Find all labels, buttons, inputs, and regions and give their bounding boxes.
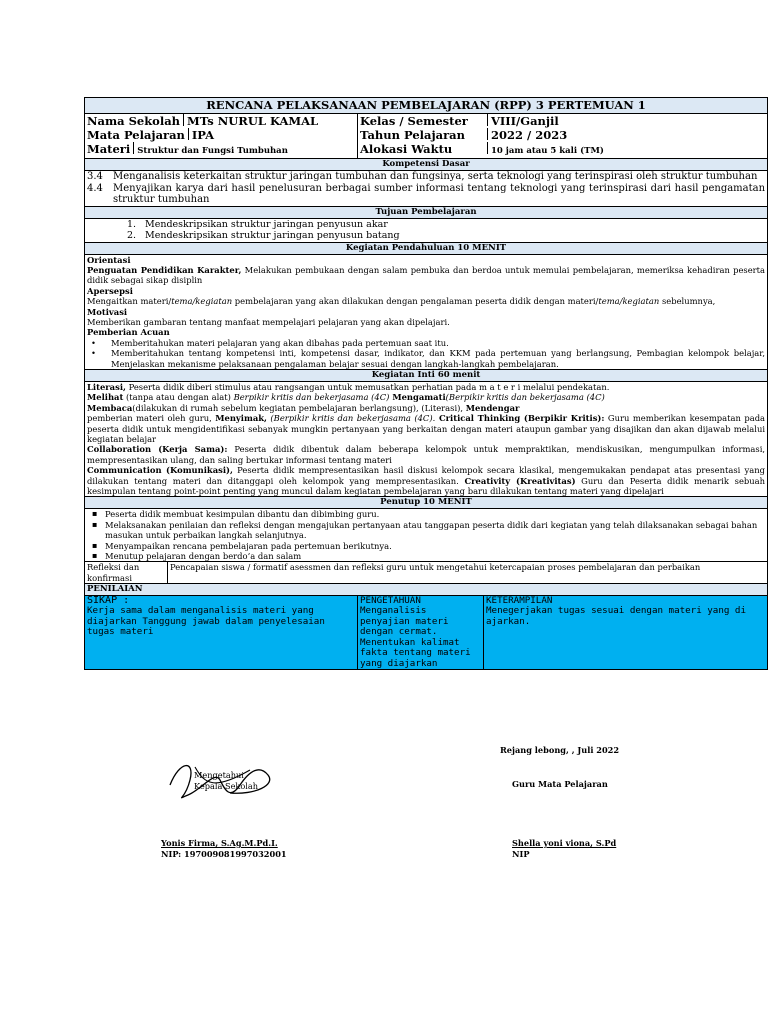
subject-row	[87, 128, 355, 142]
list-item: ▪ Peserta didik membuat kesimpulan dibantu dan dibimbing guru.	[105, 509, 765, 519]
penutup-header: Penutup 10 MENIT	[85, 497, 768, 509]
inti-header: Kegiatan Inti 60 menit	[85, 369, 768, 381]
year-label: Tahun Pelajaran	[360, 128, 465, 142]
teacher-name: Shella yoni viona, S.Pd	[512, 838, 617, 848]
collaboration-label: Collaboration (Kerja Sama):	[87, 444, 228, 455]
class-row	[360, 114, 765, 128]
document-title: RENCANA PELAKSANAAN PEMBELAJARAN (RPP) 3 PERTEMUAN 1	[85, 98, 768, 114]
kompetensi-text: Menyajikan karya dari hasil penelusuran berbagai sumber informasi tentang teknologi yang terinspirasi dari hasil pengamatan struktur tumbuhan	[113, 182, 766, 205]
place-date: Rejang lebong, , Juli 2022	[500, 745, 620, 755]
membaca-label: Membaca	[87, 402, 133, 413]
pengetahuan-text-2: Menentukan kalimat fakta tentang materi yang diajarkan	[360, 636, 471, 669]
kompetensi-text: Menganalisis keterkaitan struktur jaringan tumbuhan dan fungsinya, serta teknologi yang terinspirasi oleh struktur tumbuhan	[113, 171, 758, 182]
identity-right	[358, 114, 768, 159]
pengetahuan-cell	[358, 595, 484, 670]
school-label: Nama Sekolah	[87, 114, 181, 128]
kompetensi-number: 3.4	[87, 171, 103, 182]
orientasi-heading: Orientasi	[87, 254, 131, 265]
kompetensi-number: 4.4	[87, 182, 103, 194]
time-value: 10 jam atau 5 kali (TM)	[491, 146, 604, 156]
school-value: MTs NURUL KAMAL	[187, 114, 319, 128]
sikap-text: Kerja sama dalam menganalisis materi yang diajarkan Tanggung jawab dalam penyelesaian tugas materi	[87, 605, 325, 638]
refleksi-label: Refleksi dan konfirmasi	[85, 562, 168, 584]
tujuan-text: Mendeskripsikan struktur jaringan penyusun batang	[145, 230, 400, 241]
time-row	[360, 142, 765, 158]
sikap-title: SIKAP :	[87, 594, 130, 606]
apersepsi-heading: Apersepsi	[87, 285, 133, 296]
school-row	[87, 114, 355, 128]
material-value: Struktur dan Fungsi Tumbuhan	[137, 146, 288, 156]
guru-label: Guru Mata Pelajaran	[512, 779, 608, 789]
material-row	[87, 142, 355, 158]
penutup-list	[87, 509, 765, 561]
list-item: • Memberitahukan materi pelajaran yang akan dibahas pada pertemuan saat itu.	[111, 338, 765, 348]
communication-label: Communication (Komunikasi),	[87, 465, 233, 476]
penutup-body	[85, 509, 768, 562]
subject-value: IPA	[191, 128, 215, 142]
material-label: Materi	[87, 142, 131, 156]
list-item: ▪ Melaksanakan penilaian dan refleksi dengan mengajukan pertanyaan atau tanggapan peserta didik dari kegiatan yang telah dilaksanakan sebagai bahan masukan untuk perbaikan langkah selanjutnya.	[105, 520, 765, 541]
motivasi-text: Memberikan gambaran tentang manfaat mempelajari pelajaran yang akan dipelajari.	[87, 316, 450, 327]
kompetensi-list	[85, 171, 768, 207]
time-label: Alokasi Waktu	[360, 142, 453, 156]
mengetahui-label: Mengetahui	[194, 770, 244, 780]
refleksi-text: Pencapaian siswa / formatif asessmen dan refleksi guru untuk mengetahui ketercapaian proses pembelajaran dan perbaikan	[168, 562, 768, 584]
identity-left	[85, 114, 358, 159]
pendahuluan-header: Kegiatan Pendahuluan 10 MENIT	[85, 242, 768, 254]
motivasi-heading: Motivasi	[87, 306, 128, 317]
list-item: ▪ Menyampaikan rencana pembelajaran pada pertemuan berikutnya.	[105, 541, 765, 551]
sikap-cell	[85, 595, 358, 670]
teacher-nip: NIP	[512, 849, 530, 859]
rpp-table	[84, 97, 768, 670]
penilaian-header: PENILAIAN	[85, 584, 768, 595]
kompetensi-item	[87, 171, 765, 183]
list-item: ▪ Menutup pelajaran dengan berdo’a dan salam	[105, 551, 765, 561]
head-name: Yonis Firma, S.Ag.M.Pd.I.	[161, 838, 278, 848]
penguatan-text: Melakukan pembukaan dengan salam pembuka dan berdoa untuk memulai pembelajaran, memeriksa kehadiran peserta didik sebagai sikap disiplin	[87, 264, 766, 286]
keterampilan-text: Menegerjakan tugas sesuai dengan materi yang di ajarkan.	[486, 605, 746, 627]
penguatan-label: Penguatan Pendidikan Karakter,	[87, 264, 242, 275]
kompetensi-header: Kompetensi Dasar	[85, 159, 768, 171]
tujuan-text: Mendeskripsikan struktur jaringan penyusun akar	[145, 218, 388, 230]
kepala-sekolah-label: Kepala Sekolah	[194, 781, 259, 791]
tujuan-list	[85, 218, 768, 242]
apersepsi-text: Mengaitkan materi/tema/kegiatan pembelajaran yang akan dilakukan dengan pengalaman peserta didik dengan materi/tema/kegiatan sebelumnya,	[87, 296, 716, 307]
pengetahuan-title: PENGETAHUAN	[360, 594, 421, 606]
signature-scribble-icon	[160, 755, 280, 805]
head-nip: NIP: 197009081997032001	[161, 849, 287, 859]
list-item: • Memberitahukan tentang kompetensi inti, kompetensi dasar, indikator, dan KKM pada pertemuan yang berlangsung, Pembagian kelompok belajar, Menjelaskan mekanisme pelaksanaan pengalaman belajar sesuai dengan langkah-langkah pembelajaran.	[111, 348, 765, 369]
subject-label: Mata Pelajaran	[87, 128, 185, 142]
year-row	[360, 128, 765, 142]
kompetensi-item	[87, 183, 765, 206]
tujuan-item: 2. Mendeskripsikan struktur jaringan penyusun batang	[127, 230, 400, 241]
keterampilan-title: KETERAMPILAN	[486, 594, 553, 606]
class-label: Kelas / Semester	[360, 114, 468, 128]
literasi-label: Literasi,	[87, 381, 126, 392]
tujuan-item: 1. Mendeskripsikan struktur jaringan penyusun akar	[127, 218, 388, 230]
pendahuluan-body	[85, 254, 768, 369]
tujuan-header: Tujuan Pembelajaran	[85, 206, 768, 218]
rpp-document	[84, 97, 767, 670]
acuan-list	[87, 338, 765, 369]
literasi-text: Peserta didik diberi stimulus atau rangsangan untuk memusatkan perhatian pada m a t e r i melalui pendekatan.	[125, 381, 610, 392]
pengetahuan-text-1: Menganalisis penyajian materi dengan cermat.	[360, 605, 449, 638]
inti-body: Literasi, Peserta didik diberi stimulus atau rangsangan untuk memusatkan perhatian pada m a t e r i melalui pendekatan. Melihat (tanpa atau dengan alat) Berpikir kritis dan bekerjasama (4C) Mengamati(Berpikir kritis dan bekerjasama (4C) Membaca(dilakukan di rumah sebelum kegiatan pembelajaran berlangsung), (Literasi), Mendengar pemberian materi oleh guru, Menyimak, (Berpikir kritis dan bekerjasama (4C). Critical Thinking (Berpikir Kritis): Guru memberikan kesempatan pada peserta didik untuk mengidentifikasi sebanyak mungkin pertanyaan yang berkaitan dengan materi ataupun gambar yang disajikan dan akan dijawab melalui kegiatan belajar Collaboration (Kerja Sama): Peserta didik dibentuk dalam beberapa kelompok untuk mempraktikan, mendiskusikan, mengumpulkan informasi, mempresentasikan ulang, dan saling bertukar informasi tentang materi Communication (Komunikasi), Peserta didik mempresentasikan hasil diskusi kelompok secara klasikal, mengemukakan pendapat atas presentasi yang dilakukan tentang materi dan ditanggapi oleh kelompok yang mempresentasikan. Creativity (Kreativitas) Guru dan Peserta didik menarik sebuah kesimpulan tentang point-point penting yang muncul dalam kegiatan pembelajaran yang baru dilakukan tentang materi yang dipelajari	[85, 381, 768, 496]
keterampilan-cell	[484, 595, 768, 670]
year-value: 2022 / 2023	[491, 128, 568, 142]
acuan-heading: Pemberian Acuan	[87, 327, 170, 338]
melihat-label: Melihat	[87, 392, 124, 403]
class-value: VIII/Ganjil	[491, 114, 559, 128]
